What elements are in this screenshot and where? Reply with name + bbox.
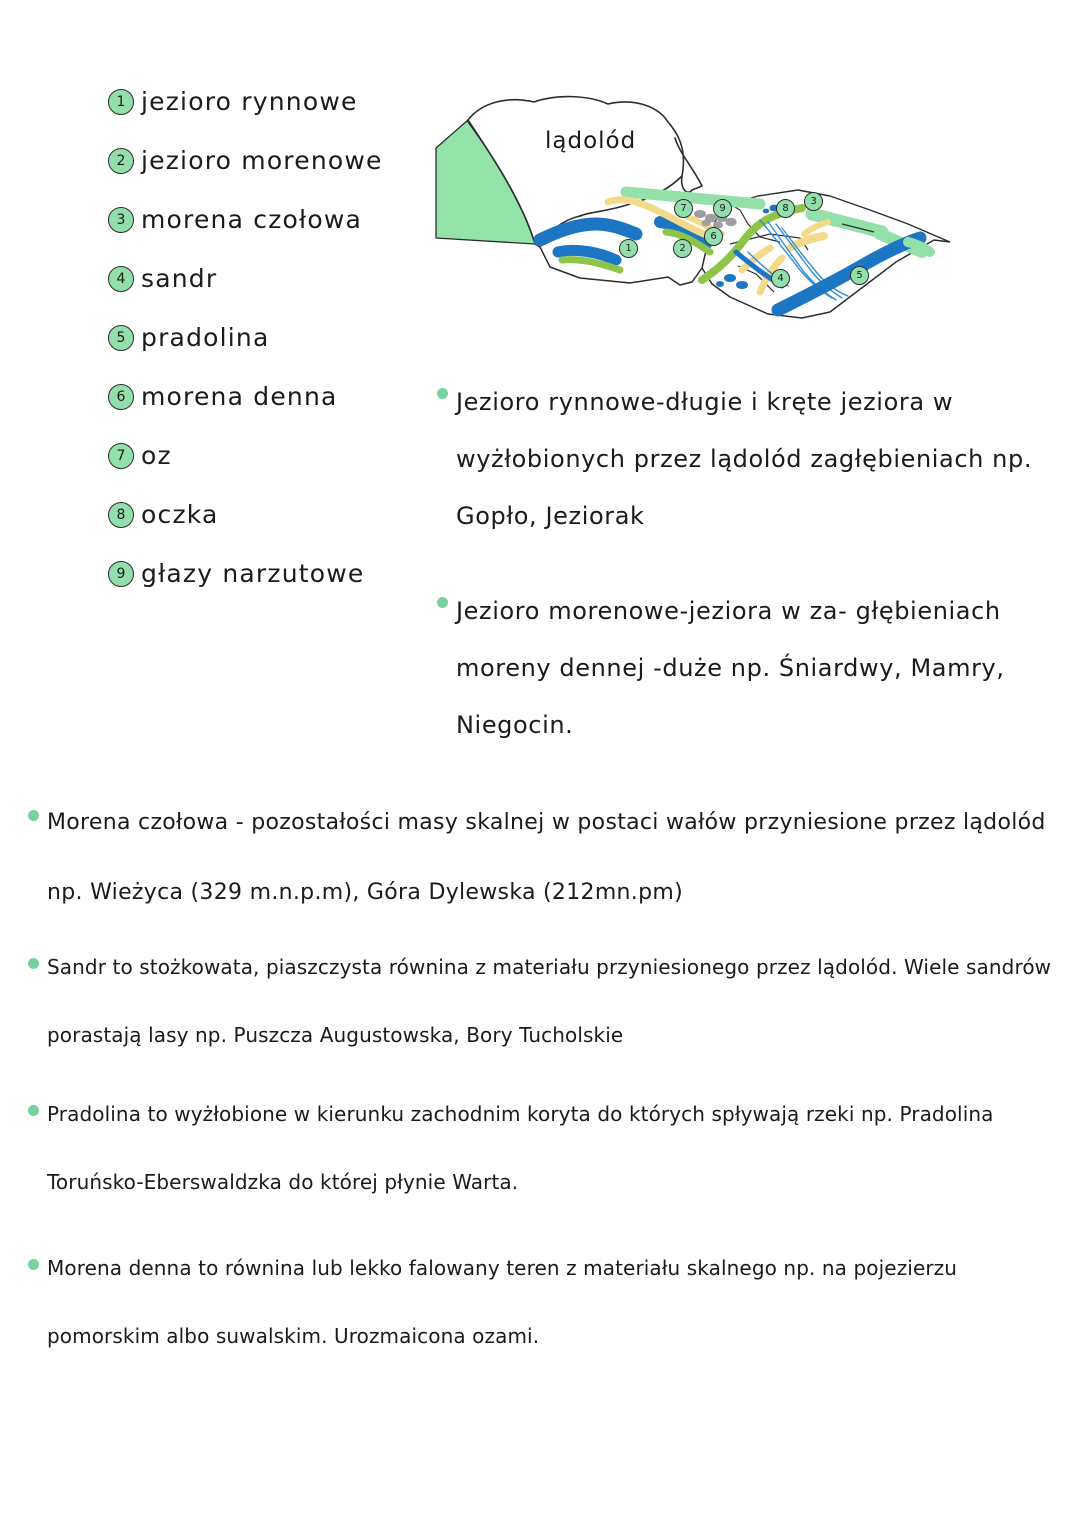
- legend-item-label: jezioro rynnowe: [141, 87, 358, 116]
- note-morena-czolowa: [28, 788, 1063, 928]
- legend-list: [108, 72, 438, 603]
- legend-number-badge: 8: [108, 502, 134, 528]
- bullet-dot-icon: [437, 597, 448, 608]
- legend-number-badge: 3: [108, 207, 134, 233]
- bullet-dot-icon: [28, 958, 39, 969]
- map-marker-6: 6: [704, 227, 723, 246]
- legend-item-8: [108, 485, 438, 544]
- bullet-dot-icon: [28, 1259, 39, 1270]
- note-morena-denna: [28, 1234, 1063, 1370]
- legend-number-badge: 2: [108, 148, 134, 174]
- legend-item-label: oczka: [141, 500, 219, 529]
- legend-item-label: jezioro morenowe: [141, 146, 383, 175]
- map-marker-1: 1: [619, 239, 638, 258]
- legend-item-label: oz: [141, 441, 172, 470]
- legend-item-7: [108, 426, 438, 485]
- map-marker-3: 3: [804, 192, 823, 211]
- map-marker-9: 9: [713, 199, 732, 218]
- note-jezioro-morenowe: [437, 583, 1052, 754]
- legend-item-2: [108, 131, 438, 190]
- legend-item-label: sandr: [141, 264, 218, 293]
- bullet-dot-icon: [437, 388, 448, 399]
- map-marker-7: 7: [674, 199, 693, 218]
- map-marker-4: 4: [771, 269, 790, 288]
- legend-number-badge: 5: [108, 325, 134, 351]
- note-text: Jezioro morenowe-jeziora w za- głębieniach moreny dennej -duże np. Śniardwy, Mamry, Niegocin.: [456, 597, 1005, 739]
- legend-item-4: [108, 249, 438, 308]
- legend-item-5: [108, 308, 438, 367]
- diagram-svg: [430, 92, 955, 342]
- note-sandr: [28, 933, 1063, 1069]
- ice-sheet-label: lądolód: [545, 128, 637, 154]
- legend-number-badge: 1: [108, 89, 134, 115]
- note-pradolina: [28, 1080, 1063, 1216]
- note-text: Jezioro rynnowe-długie i kręte jeziora w wyżłobionych przez lądolód zagłębieniach np. Gopło, Jeziorak: [456, 388, 1033, 530]
- note-text: Morena denna to równina lub lekko falowany teren z materiału skalnego np. na pojezierzu pomorskim albo suwalskim. Urozmaicona ozami.: [47, 1256, 958, 1348]
- map-marker-2: 2: [673, 239, 692, 258]
- legend-number-badge: 6: [108, 384, 134, 410]
- note-text: Sandr to stożkowata, piaszczysta równina z materiału przyniesionego przez lądolód. Wiele sandrów porastają lasy np. Puszcza Augustowska, Bory Tucholskie: [47, 955, 1052, 1047]
- note-text: Pradolina to wyżłobione w kierunku zachodnim koryta do których spływają rzeki np. Pradolina Toruńsko-Eberswaldzka do której płynie Warta.: [47, 1102, 994, 1194]
- bullet-dot-icon: [28, 810, 39, 821]
- legend-item-9: [108, 544, 438, 603]
- legend-item-6: [108, 367, 438, 426]
- legend-item-3: [108, 190, 438, 249]
- note-text: Morena czołowa - pozostałości masy skalnej w postaci wałów przyniesione przez lądolód np. Wieżyca (329 m.n.p.m), Góra Dylewska (212mn.pm): [47, 810, 1046, 905]
- legend-item-label: głazy narzutowe: [141, 559, 365, 588]
- legend-number-badge: 7: [108, 443, 134, 469]
- note-jezioro-rynnowe: [437, 374, 1052, 545]
- bullet-dot-icon: [28, 1105, 39, 1116]
- legend-item-label: morena czołowa: [141, 205, 362, 234]
- legend-item-label: morena denna: [141, 382, 338, 411]
- map-marker-5: 5: [850, 266, 869, 285]
- legend-number-badge: 9: [108, 561, 134, 587]
- map-marker-8: 8: [776, 199, 795, 218]
- legend-item-1: [108, 72, 438, 131]
- legend-number-badge: 4: [108, 266, 134, 292]
- legend-item-label: pradolina: [141, 323, 270, 352]
- glacial-landscape-block-diagram: [430, 92, 955, 342]
